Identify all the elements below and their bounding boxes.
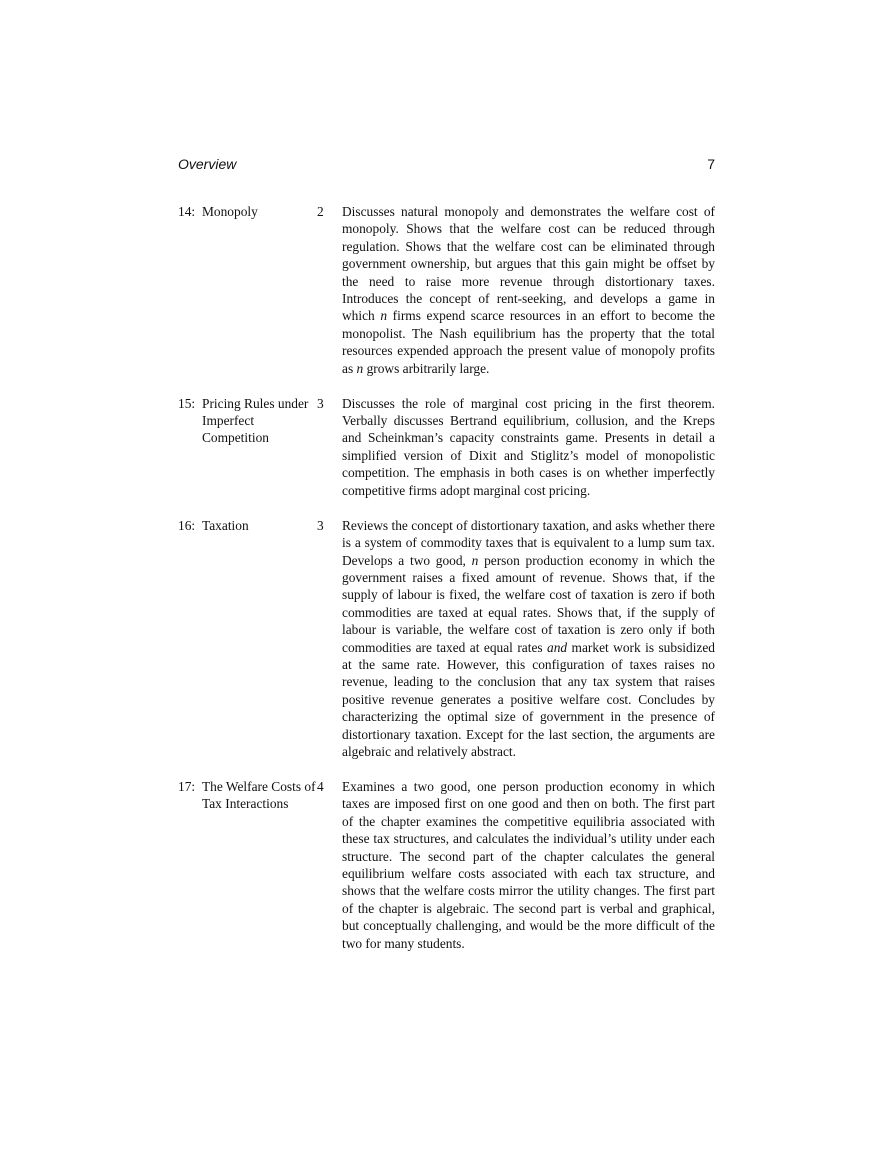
chapter-entry-16 — [178, 517, 715, 761]
chapter-entry-17 — [178, 778, 715, 952]
description-text: market work is subsidized at the same rate. However, this configuration of taxes raises no revenue, leading to the conclusion that any tax system that raises positive revenue generates a positive welfare cost. Concludes by characterizing the optimal size of government in the presence of distortionary taxation. Except for the last section, the arguments are algebraic and relatively abstract. — [342, 639, 715, 759]
chapter-description — [342, 517, 715, 761]
description-italic: n — [356, 360, 364, 376]
description-italic: n — [380, 308, 388, 324]
chapter-description — [342, 778, 715, 952]
chapter-number: 14: — [178, 204, 196, 219]
chapter-weeks: 2 — [317, 204, 324, 219]
description-text: Discusses the role of marginal cost pricing in the first theorem. Verbally discusses Bertrand equilibrium, collusion, and the Kreps and Scheinkman’s capacity constraints game. Presents in detail a simplified version of Dixit and Stiglitz’s model of monopolistic competition. The emphasis in both cases is on whether imperfectly competitive firms adopt marginal cost pricing. — [342, 395, 715, 498]
description-text: Examines a two good, one person production economy in which taxes are imposed first on one good and then on both. The first part of the chapter examines the competitive equilibria associated with these tax structures, and calculates the individual’s utility under each structure. The second part of the chapter calculates the general equilibrium welfare costs associated with each tax structure, and shows that the welfare costs mirror the utility changes. The first part of the chapter is algebraic. The second part is verbal and graphical, but conceptually challenging, and would be the more difficult of the two for many students. — [342, 778, 715, 951]
description-text: Discusses natural monopoly and demonstrates the welfare cost of monopoly. Shows that the welfare cost can be reduced through regulation. Shows that the welfare cost can be eliminated through government ownership, but argues that this gain might be offset by the need to raise more revenue through distortionary taxes. Introduces the concept of rent-seeking, and develops a game in which — [342, 204, 715, 324]
chapter-overview-list — [178, 203, 715, 970]
chapter-title: The Welfare Costs of Tax Interactions — [202, 778, 316, 812]
description-text: person production economy in which the government raises a fixed amount of revenue. Shows that, if the supply of labour is fixed, the welfare cost of taxation is zero if both commodities are taxed at equal rates. Shows that, if the supply of labour is variable, the welfare cost of taxation is zero only if both commodities are taxed at equal rates — [342, 552, 715, 655]
chapter-weeks: 4 — [317, 778, 324, 794]
chapter-title: Pricing Rules under Imperfect Competition — [202, 395, 309, 446]
chapter-entry-15 — [178, 395, 715, 499]
description-italic: and — [547, 639, 568, 655]
description-text: firms expend scarce resources in an effort to become the monopolist. The Nash equilibrium has the property that the total resources expended approach the present value of monopoly profits as — [342, 308, 715, 376]
chapter-description — [342, 203, 715, 377]
chapter-weeks: 3 — [317, 517, 324, 533]
chapter-title: Taxation — [202, 517, 249, 533]
description-text: Reviews the concept of distortionary taxation, and asks whether there is a system of commodity taxes that is equivalent to a lump sum tax. Develops a two good, — [342, 517, 715, 568]
description-italic: n — [471, 552, 479, 568]
chapter-number: 17: — [178, 778, 196, 794]
running-header — [178, 156, 715, 176]
chapter-entry-14 — [178, 203, 715, 377]
description-text: grows arbitrarily large. — [363, 360, 490, 376]
chapter-number: 16: — [178, 517, 196, 533]
chapter-number: 15: — [178, 395, 196, 411]
page-number: 7 — [707, 156, 715, 172]
chapter-description — [342, 395, 715, 499]
header-title: Overview — [178, 156, 237, 172]
chapter-title: Monopoly — [202, 204, 258, 219]
chapter-weeks: 3 — [317, 395, 324, 411]
